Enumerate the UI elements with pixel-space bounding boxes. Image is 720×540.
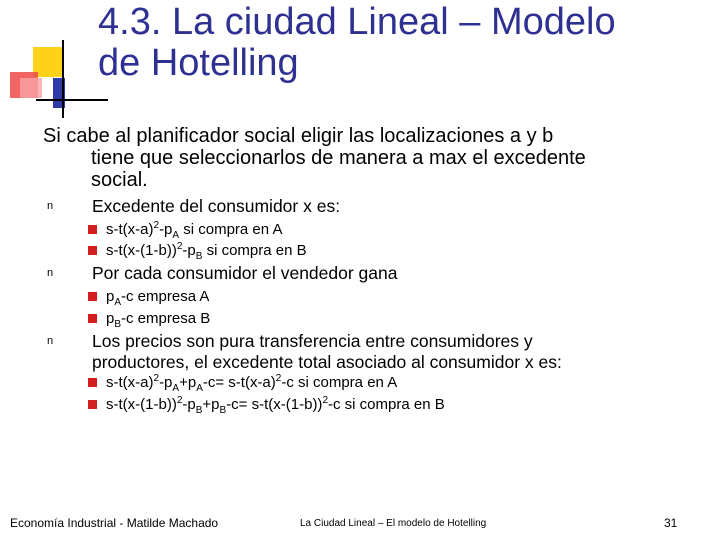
slide-title: [98, 2, 713, 84]
sub-bullet-icon: [88, 314, 97, 323]
sub-bullet-icon: [88, 378, 97, 387]
bullet-icon: n: [47, 267, 54, 279]
sub-bullet-icon: [88, 292, 97, 301]
bullet-icon: n: [47, 200, 54, 212]
bullet-text: [92, 331, 692, 373]
intro-paragraph: [43, 125, 703, 191]
intro-line-1: Si cabe al planificador social eligir las localizaciones a y b: [43, 125, 554, 147]
bullet-text: Excedente del consumidor x es:: [92, 196, 341, 216]
sub-bullet-icon: [88, 246, 97, 255]
bullet-text: Por cada consumidor el vendedor gana: [92, 263, 398, 283]
logo-red-square-light: [20, 78, 42, 98]
sub-bullet-item: $s-t(x-a)^2-p_A$ si compra en A: [88, 221, 282, 239]
page-number: 31: [664, 516, 678, 530]
sub-bullet-item: $p_B-c$ empresa B: [88, 310, 210, 328]
sub-bullet-item: $s-t(x-a)^2-p_A+p_A-c= s-t(x-a)^2-c$ si compra en A: [88, 374, 397, 392]
title-line-2: de Hotelling: [98, 42, 299, 84]
sub-bullet-item: $s-t(x-(1-b))^2-p_B+p_B-c= s-t(x-(1-b))^2-c$ si compra en B: [88, 396, 445, 414]
bullet-text-line-2: productores, el excedente total asociado al consumidor x es:: [92, 352, 562, 372]
sub-bullet-item: $p_A-c$ empresa A: [88, 288, 209, 306]
intro-line-2: tiene que seleccionarlos de manera a max el excedente: [91, 147, 586, 169]
footer-author: Economía Industrial - Matilde Machado: [10, 516, 219, 530]
sub-bullet-icon: [88, 400, 97, 409]
bullet-text-line-1: Los precios son pura transferencia entre consumidores y: [92, 331, 533, 351]
slide-logo: [0, 0, 110, 120]
intro-line-3: social.: [91, 169, 148, 191]
bullet-icon: n: [47, 335, 54, 347]
title-line-1: 4.3. La ciudad Lineal – Modelo: [98, 1, 616, 43]
sub-bullet-item: $s-t(x-(1-b))^2-p_B$ si compra en B: [88, 242, 307, 260]
footer-slide-title: La Ciudad Lineal – El modelo de Hotelling: [300, 518, 487, 529]
sub-bullet-icon: [88, 225, 97, 234]
